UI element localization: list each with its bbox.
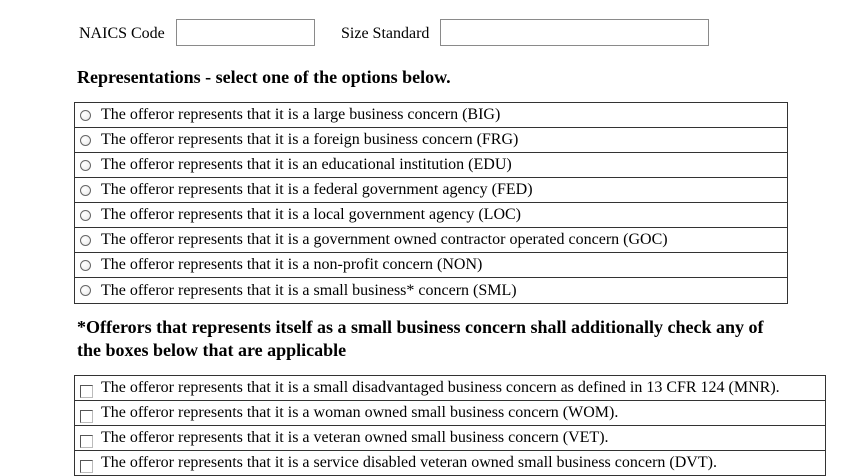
checkbox-option-label: The offeror represents that it is a small disadvantaged business concern as defined in 13 CFR 124 (MNR). — [101, 379, 780, 396]
checkbox[interactable] — [80, 410, 93, 423]
checkbox[interactable] — [80, 435, 93, 448]
radio-button[interactable] — [80, 185, 91, 196]
radio-option-label: The offeror represents that it is a small business* concern (SML) — [101, 281, 517, 299]
radio-option-label: The offeror represents that it is a federal government agency (FED) — [101, 181, 533, 198]
radio-option[interactable] — [75, 278, 787, 303]
naics-code-label: NAICS Code — [79, 25, 165, 42]
radio-button[interactable] — [80, 110, 91, 121]
radio-option-label: The offeror represents that it is a local government agency (LOC) — [101, 206, 521, 223]
radio-option[interactable] — [75, 228, 787, 253]
radio-option[interactable] — [75, 128, 787, 153]
radio-button[interactable] — [80, 260, 91, 271]
size-standard-label: Size Standard — [341, 25, 430, 42]
representation-radio-list — [74, 102, 788, 304]
checkbox[interactable] — [80, 460, 93, 473]
checkbox-option[interactable] — [75, 451, 825, 476]
naics-code-input[interactable] — [176, 19, 315, 46]
small-business-checkbox-list — [74, 375, 826, 476]
checkbox-option-label: The offeror represents that it is a service disabled veteran owned small business concern (DVT). — [101, 454, 717, 471]
small-business-note-line1: *Offerors that represents itself as a small business concern shall additionally check any of — [77, 317, 764, 337]
radio-button[interactable] — [80, 160, 91, 171]
checkbox-option[interactable] — [75, 426, 825, 451]
radio-button[interactable] — [80, 135, 91, 146]
radio-option-label: The offeror represents that it is a large business concern (BIG) — [101, 106, 501, 123]
radio-option-label: The offeror represents that it is a government owned contractor operated concern (GOC) — [101, 231, 668, 248]
radio-button[interactable] — [80, 210, 91, 221]
radio-option-label: The offeror represents that it is an educational institution (EDU) — [101, 156, 512, 173]
radio-option[interactable] — [75, 103, 787, 128]
checkbox-option-label: The offeror represents that it is a veteran owned small business concern (VET). — [101, 429, 609, 446]
radio-option[interactable] — [75, 153, 787, 178]
radio-button[interactable] — [80, 235, 91, 246]
checkbox[interactable] — [80, 385, 93, 398]
radio-option-label: The offeror represents that it is a foreign business concern (FRG) — [101, 131, 519, 148]
representations-heading: Representations - select one of the options below. — [77, 67, 451, 87]
radio-option[interactable] — [75, 253, 787, 278]
checkbox-option[interactable] — [75, 376, 825, 401]
checkbox-option[interactable] — [75, 401, 825, 426]
radio-button[interactable] — [80, 285, 91, 296]
radio-option[interactable] — [75, 203, 787, 228]
radio-option[interactable] — [75, 178, 787, 203]
radio-option-label: The offeror represents that it is a non-profit concern (NON) — [101, 256, 483, 273]
size-standard-input[interactable] — [440, 19, 709, 46]
small-business-note-line2: the boxes below that are applicable — [77, 340, 347, 360]
checkbox-option-label: The offeror represents that it is a woman owned small business concern (WOM). — [101, 404, 619, 421]
